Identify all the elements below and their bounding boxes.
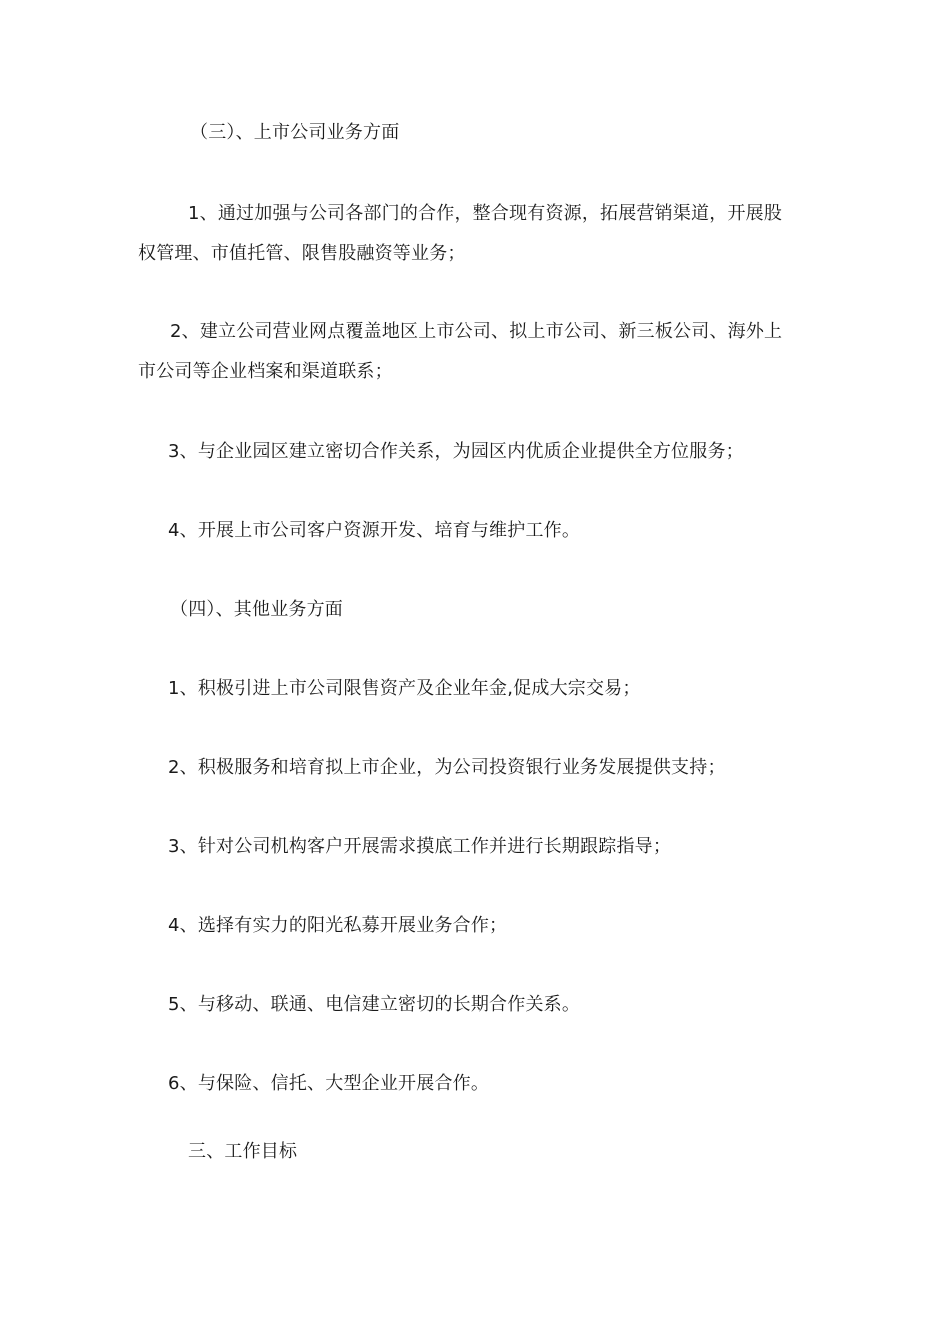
- paragraph-listed-item-3: 3、与企业园区建立密切合作关系，为园区内优质企业提供全方位服务；: [168, 441, 744, 462]
- paragraph-listed-item-1: [138, 194, 814, 274]
- paragraph-other-item-3: 3、针对公司机构客户开展需求摸底工作并进行长期跟踪指导；: [168, 836, 672, 857]
- paragraph-other-item-5: 5、与移动、联通、电信建立密切的长期合作关系。: [168, 994, 581, 1015]
- paragraph-line: 市公司等企业档案和渠道联系；: [138, 361, 393, 382]
- section-heading-work-goals: 三、工作目标: [188, 1141, 298, 1162]
- paragraph-other-item-6: 6、与保险、信托、大型企业开展合作。: [168, 1073, 490, 1094]
- section-heading-listed-company: （三）、上市公司业务方面: [190, 122, 400, 143]
- paragraph-listed-item-4: 4、开展上市公司客户资源开发、培育与维护工作。: [168, 520, 581, 541]
- paragraph-line: 1、通过加强与公司各部门的合作，整合现有资源，拓展营销渠道，开展股: [188, 203, 783, 224]
- paragraph-listed-item-2: [138, 312, 814, 392]
- paragraph-other-item-2: 2、积极服务和培育拟上市企业，为公司投资银行业务发展提供支持；: [168, 757, 726, 778]
- paragraph-line: 2、建立公司营业网点覆盖地区上市公司、拟上市公司、新三板公司、海外上: [170, 321, 783, 342]
- section-heading-other-business: （四）、其他业务方面: [170, 599, 343, 620]
- paragraph-other-item-1: 1、积极引进上市公司限售资产及企业年金,促成大宗交易；: [168, 678, 641, 699]
- paragraph-other-item-4: 4、选择有实力的阳光私募开展业务合作；: [168, 915, 508, 936]
- paragraph-line: 权管理、市值托管、限售股融资等业务；: [138, 243, 466, 264]
